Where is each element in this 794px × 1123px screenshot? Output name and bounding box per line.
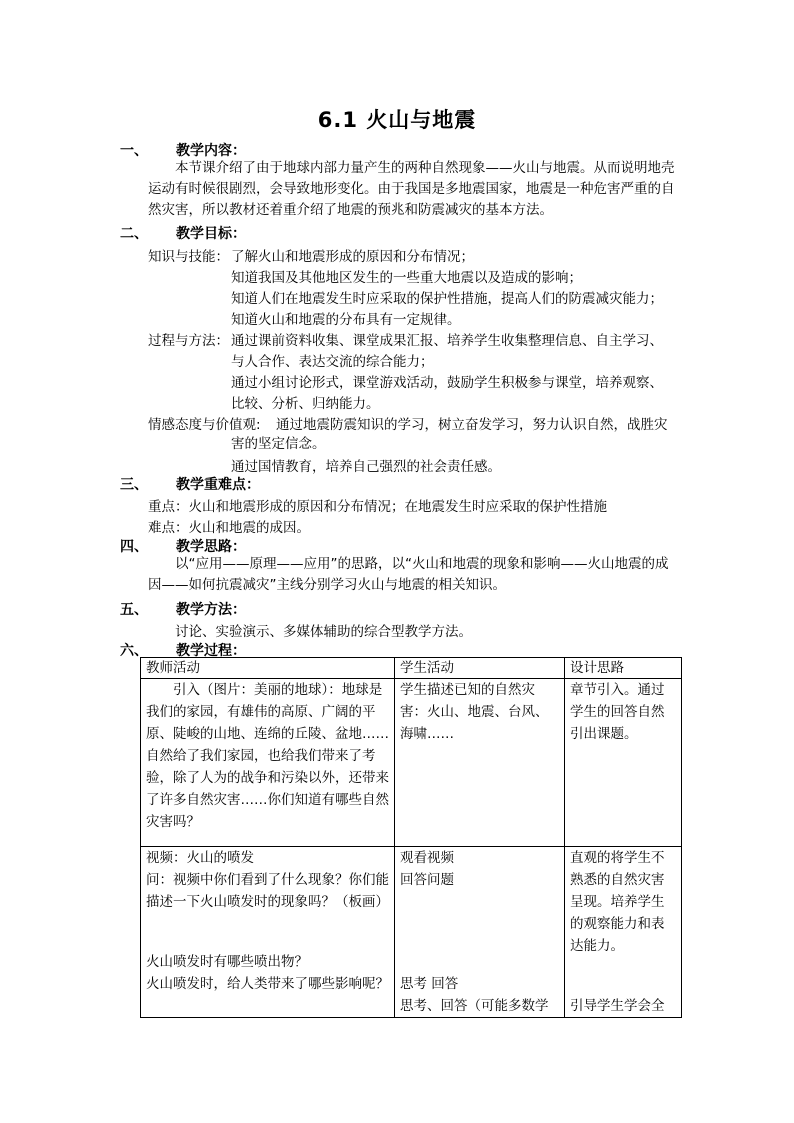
- process-label: 过程与方法：: [148, 333, 229, 349]
- process-line-3: 通过小组讨论形式，课堂游戏活动，鼓励学生积极参与课堂，培养观察、: [231, 375, 663, 391]
- student-activity-text: 学生描述已知的自然灾害：火山、地震、台风、海啸……: [400, 682, 549, 742]
- section-1-paragraph: 本节课介绍了由于地球内部力量产生的两种自然现象——火山与地震。从而说明地壳运动有时候很剧烈，会导致地形变化。由于我国是多地震国家，地震是一种危害严重的自然灾害，所以教材还着重介绍了地震的预兆和防震减灾的基本方法。: [148, 160, 675, 218]
- section-4-number: 四、: [120, 539, 148, 555]
- teacher-activity-text: 火山喷发时，给人类带来了哪些影响呢？: [146, 976, 389, 992]
- process-line-1: 通过课前资料收集、课堂成果汇报、培养学生收集整理信息、自主学习、: [231, 333, 663, 349]
- design-idea-text: 章节引入。通过学生的回答自然引出课题。: [570, 682, 665, 742]
- emotion-line-2: 害的坚定信念。: [231, 436, 326, 452]
- emotion-line-3: 通过国情教育，培养自己强烈的社会责任感。: [231, 459, 501, 475]
- design-idea-cell: [565, 679, 682, 847]
- knowledge-line-2: 知道我国及其他地区发生的一些重大地震以及造成的影响；: [231, 270, 582, 286]
- teacher-activity-text: 视频：火山的喷发: [146, 850, 254, 866]
- student-activity-text: 思考、回答（可能多数学: [400, 998, 549, 1014]
- process-line-2: 与人合作、表达交流的综合能力；: [231, 354, 434, 370]
- process-line-4: 比较、分析、归纳能力。: [231, 396, 380, 412]
- section-3-title: 教学重难点：: [176, 477, 260, 493]
- section-2-number: 二、: [120, 226, 148, 242]
- knowledge-line-4: 知道火山和地震的分布具有一定规律。: [231, 312, 461, 328]
- section-5-number: 五、: [120, 602, 148, 618]
- section-3-number: 三、: [120, 477, 148, 493]
- teacher-activity-cell: [141, 847, 395, 1018]
- table-row: [141, 847, 682, 1018]
- section-6-title: 教学过程：: [176, 643, 246, 659]
- student-activity-text: 观看视频: [400, 850, 454, 866]
- section-5-title: 教学方法：: [176, 602, 246, 618]
- section-5-paragraph: 讨论、实验演示、多媒体辅助的综合型教学方法。: [175, 624, 472, 640]
- teacher-activity-cell: [141, 679, 395, 847]
- section-4-paragraph: 以“应用——原理——应用”的思路，以“火山和地震的现象和影响——火山地震的成因——如何抗震减灾”主线分别学习火山与地震的相关知识。: [148, 556, 669, 593]
- section-1-number: 一、: [120, 143, 148, 159]
- student-activity-cell: [395, 679, 565, 847]
- knowledge-label: 知识与技能：: [148, 249, 229, 265]
- knowledge-line-3: 知道人们在地震发生时应采取的保护性措施，提高人们的防震减灾能力；: [231, 291, 663, 307]
- section-4-title: 教学思路：: [176, 539, 246, 555]
- difficult-point: 难点：火山和地震的成因。: [148, 520, 310, 536]
- teacher-activity-text: 问：视频中你们看到了什么现象？你们能描述一下火山喷发时的现象吗？（板画）: [146, 872, 389, 910]
- teaching-process-table: [140, 657, 682, 1018]
- student-activity-text: 回答问题: [400, 872, 454, 888]
- knowledge-line-1: 了解火山和地震形成的原因和分布情况；: [231, 249, 474, 265]
- key-point: 重点：火山和地震形成的原因和分布情况；在地震发生时应采取的保护性措施: [148, 499, 607, 515]
- section-6-number: 六、: [120, 643, 148, 659]
- table-row: [141, 679, 682, 847]
- student-activity-cell: [395, 847, 565, 1018]
- teacher-activity-text: 引入（图片：美丽的地球）：地球是我们的家园，有雄伟的高原、广阔的平原、陡峻的山地、连绵的丘陵、盆地……自然给了我们家园，也给我们带来了考验，除了人为的战争和污染以外，还带来了许多自然灾害……你们知道有哪些自然灾害吗？: [146, 682, 389, 830]
- teacher-activity-text: 火山喷发时有哪些喷出物？: [146, 954, 308, 970]
- emotion-label: 情感态度与价值观:: [148, 417, 261, 433]
- page-title: 6.1 火山与地震: [317, 108, 477, 132]
- design-idea-text: 直观的将学生不熟悉的自然灾害呈现。培养学生的观察能力和表达能力。: [570, 850, 665, 954]
- section-1-title: 教学内容：: [176, 143, 246, 159]
- design-idea-text: 引导学生学会全: [570, 998, 665, 1014]
- column-header: 设计思路: [565, 658, 682, 679]
- column-header: 学生活动: [395, 658, 565, 679]
- column-header: 教师活动: [141, 658, 395, 679]
- design-idea-cell: [565, 847, 682, 1018]
- emotion-line-1: 通过地震防震知识的学习，树立奋发学习，努力认识自然，战胜灾: [276, 417, 668, 433]
- table-header-row: [141, 658, 682, 679]
- student-activity-text: 思考 回答: [400, 976, 459, 992]
- section-2-title: 教学目标：: [176, 226, 246, 242]
